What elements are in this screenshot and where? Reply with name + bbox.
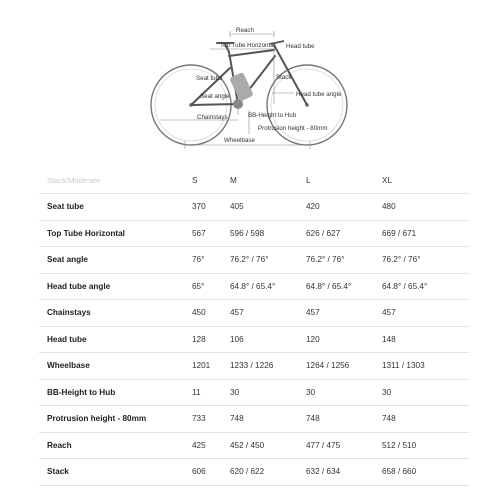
- cell-m: 1233 / 1226: [222, 353, 298, 380]
- cell-l: 457: [298, 300, 374, 327]
- cell-xl: 30: [374, 379, 469, 406]
- table-row: [39, 273, 469, 300]
- row-label: Head tube: [39, 326, 184, 353]
- cell-m: 452 / 450: [222, 432, 298, 459]
- bb-height-label: BB-Height to Hub: [248, 112, 297, 119]
- table-row: [39, 300, 469, 327]
- row-label: Top Tube Horizontal: [39, 220, 184, 247]
- cell-xl: 76.2° / 76°: [374, 247, 469, 274]
- cell-s: 450: [184, 300, 222, 327]
- top-tube-label: Top Tube Horizontal: [220, 42, 276, 49]
- cell-l: 1264 / 1256: [298, 353, 374, 380]
- stack-label: Stack: [276, 74, 292, 81]
- cell-m: 596 / 598: [222, 220, 298, 247]
- cell-m: 106: [222, 326, 298, 353]
- cell-xl: 64.8° / 65.4°: [374, 273, 469, 300]
- header-model: Stack/Moderate: [39, 168, 184, 194]
- cell-m: 405: [222, 194, 298, 221]
- row-label: Wheelbase: [39, 353, 184, 380]
- bike-geometry-diagram: [0, 0, 500, 165]
- cell-xl: 658 / 660: [374, 459, 469, 486]
- seat-angle-label: Seat angle: [200, 93, 230, 100]
- table-row: [39, 406, 469, 433]
- cell-s: 733: [184, 406, 222, 433]
- cell-xl: 148: [374, 326, 469, 353]
- table-row: [39, 220, 469, 247]
- row-label: Head tube angle: [39, 273, 184, 300]
- table-row: [39, 379, 469, 406]
- header-size-l: L: [298, 168, 374, 194]
- table-row: [39, 459, 469, 486]
- cell-l: 632 / 634: [298, 459, 374, 486]
- cell-l: 626 / 627: [298, 220, 374, 247]
- chainstays-label: Chainstays: [197, 114, 228, 121]
- cell-l: 748: [298, 406, 374, 433]
- cell-s: 370: [184, 194, 222, 221]
- seat-tube-label: Seat tube: [196, 75, 223, 82]
- cell-l: 76.2° / 76°: [298, 247, 374, 274]
- cell-xl: 512 / 510: [374, 432, 469, 459]
- cell-s: 65°: [184, 273, 222, 300]
- cell-s: 76°: [184, 247, 222, 274]
- table-header-row: [39, 168, 469, 194]
- cell-s: 11: [184, 379, 222, 406]
- cell-m: 748: [222, 406, 298, 433]
- cell-xl: 457: [374, 300, 469, 327]
- row-label: Stack: [39, 459, 184, 486]
- row-label: Protrusion height - 80mm: [39, 406, 184, 433]
- table-row: [39, 326, 469, 353]
- reach-label: Reach: [236, 27, 254, 34]
- header-size-s: S: [184, 168, 222, 194]
- cell-s: 128: [184, 326, 222, 353]
- row-label: Seat tube: [39, 194, 184, 221]
- cell-l: 420: [298, 194, 374, 221]
- header-size-xl: XL: [374, 168, 469, 194]
- cell-s: 425: [184, 432, 222, 459]
- cell-xl: 480: [374, 194, 469, 221]
- cell-m: 620 / 622: [222, 459, 298, 486]
- cell-m: 64.8° / 65.4°: [222, 273, 298, 300]
- cell-s: 606: [184, 459, 222, 486]
- cell-l: 64.8° / 65.4°: [298, 273, 374, 300]
- head-tube-angle-label: Head tube angle: [296, 91, 342, 98]
- wheelbase-label: Wheelbase: [224, 137, 255, 144]
- cell-s: 567: [184, 220, 222, 247]
- row-label: Chainstays: [39, 300, 184, 327]
- cell-xl: 669 / 671: [374, 220, 469, 247]
- protrusion-label: Protrusion height - 80mm: [258, 125, 328, 132]
- cell-m: 30: [222, 379, 298, 406]
- geometry-table: [39, 168, 469, 486]
- cell-l: 120: [298, 326, 374, 353]
- cell-m: 76.2° / 76°: [222, 247, 298, 274]
- header-size-m: M: [222, 168, 298, 194]
- cell-xl: 1311 / 1303: [374, 353, 469, 380]
- row-label: Seat angle: [39, 247, 184, 274]
- table-row: [39, 194, 469, 221]
- row-label: BB-Height to Hub: [39, 379, 184, 406]
- cell-xl: 748: [374, 406, 469, 433]
- bike-geometry-illustration: [0, 0, 500, 165]
- row-label: Reach: [39, 432, 184, 459]
- cell-s: 1201: [184, 353, 222, 380]
- table-row: [39, 432, 469, 459]
- head-tube-label: Head tube: [286, 43, 315, 50]
- cell-l: 477 / 475: [298, 432, 374, 459]
- cell-l: 30: [298, 379, 374, 406]
- table-row: [39, 247, 469, 274]
- table-row: [39, 353, 469, 380]
- cell-m: 457: [222, 300, 298, 327]
